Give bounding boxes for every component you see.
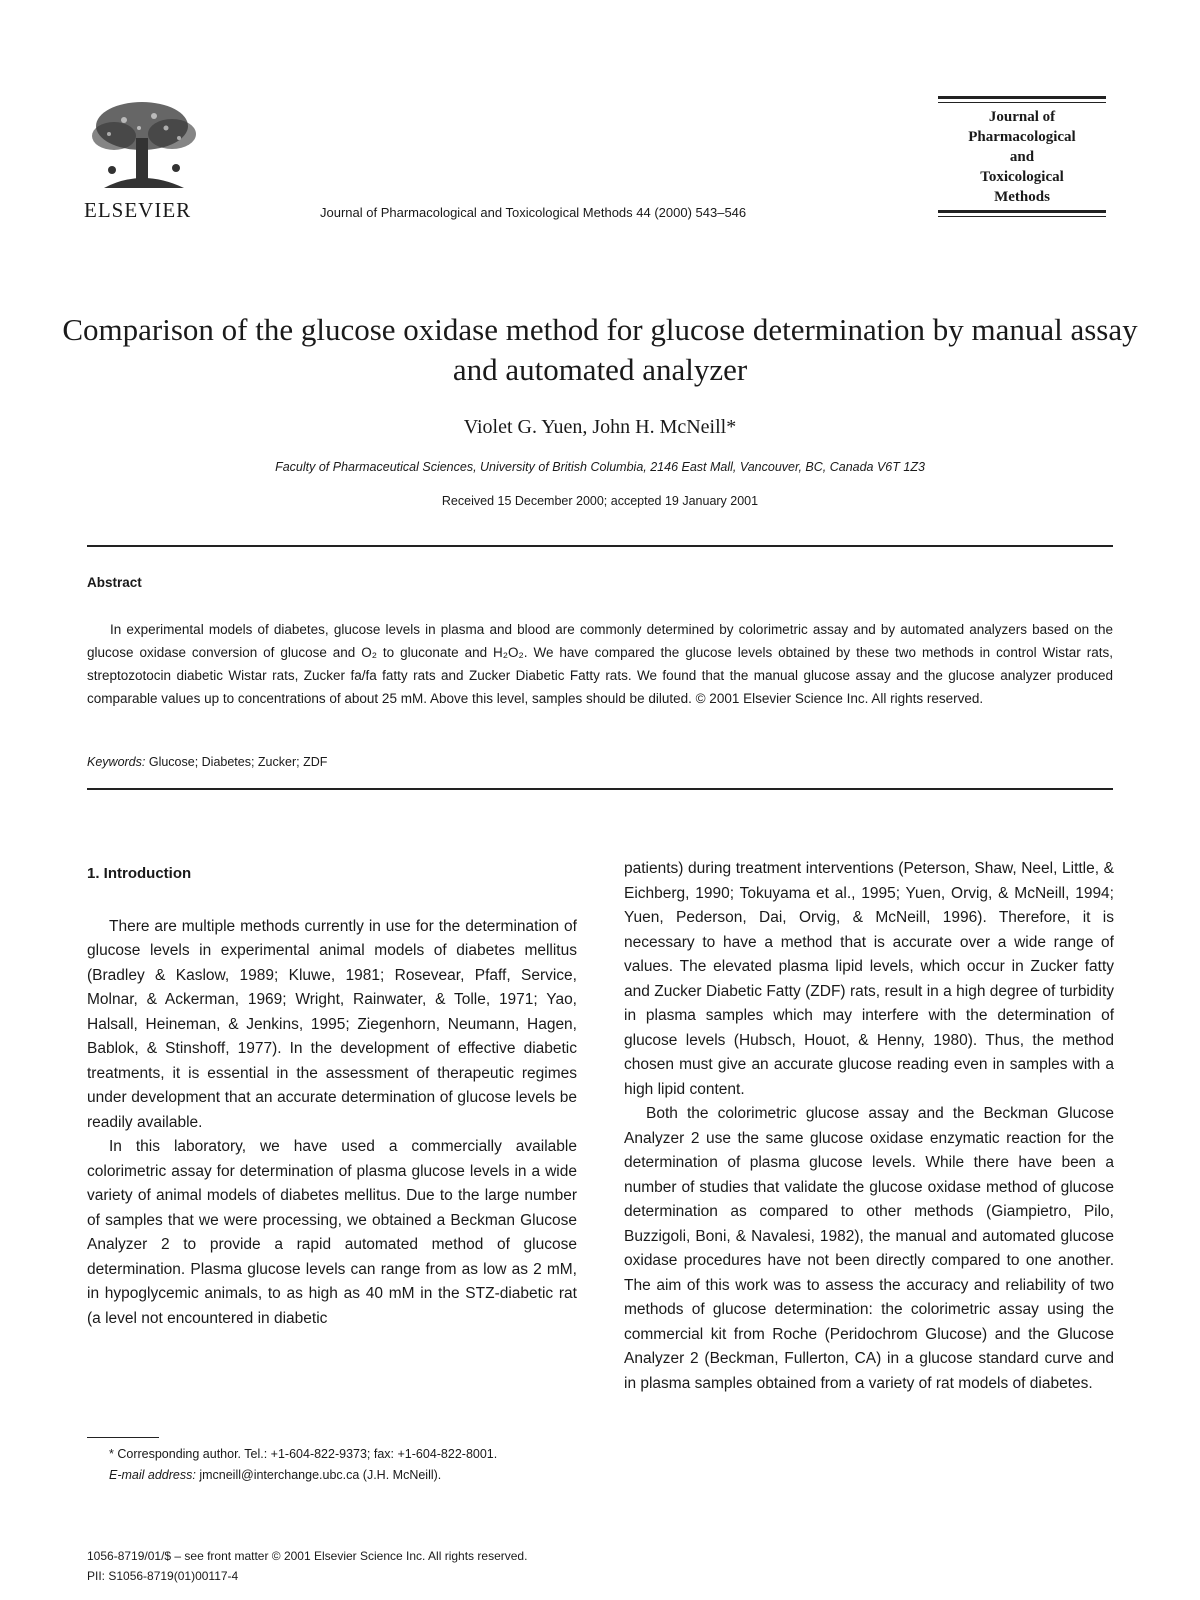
body-paragraph: There are multiple methods currently in use for the determination of glucose levels in experimental animal models of diabetes mellitus (Bradley & Kaslow, 1989; Kluwe, 1981; Rosevear, Pfaff, Service, Molnar, & Ackerman, 1969; Wright, Rainwater, & Tolle, 1971; Yao, Halsall, Heineman, & Jenkins, 1995; Ziegenhorn, Neumann, Hagen, Bablok, & Stinshoff, 1977). In the development of effective diabetic treatments, it is essential in the assessment of therapeutic regimes under development that an accurate determination of glucose levels be readily available. [87,917,577,1131]
body-column-left [87,862,577,1331]
double-rule-bottom [938,210,1106,217]
abstract-text: In experimental models of diabetes, glucose levels in plasma and blood are commonly determined by colorimetric assay and by automated analyzers based on the glucose oxidase conversion of glucose and O₂ to gluconate and H₂O₂. We have compared the glucose levels obtained by these two methods in control Wistar rats, streptozotocin diabetic Wistar rats, Zucker fa/fa fatty rats and Zucker Diabetic Fatty rats. We found that the manual glucose assay and the glucose analyzer produced comparable values up to concentrations of about 25 mM. Above this level, samples should be diluted. © 2001 Elsevier Science Inc. All rights reserved. [87,622,1113,706]
publisher-name: ELSEVIER [84,198,192,222]
email-address[interactable]: jmcneill@interchange.ubc.ca (J.H. McNeill). [199,1468,442,1482]
received-dates: Received 15 December 2000; accepted 19 January 2001 [441,494,759,508]
keywords-list: Glucose; Diabetes; Zucker; ZDF [148,755,328,769]
author-affiliation: Faculty of Pharmaceutical Sciences, University of British Columbia, 2146 East Mall, Vancouver, BC, Canada V6T 1Z3 [275,460,925,474]
elsevier-tree-logo [84,98,202,194]
body-paragraph: Both the colorimetric glucose assay and the Beckman Glucose Analyzer 2 use the same glucose oxidase enzymatic reaction for the determination of plasma glucose levels. While there have been a number of studies that validate the glucose oxidase method of glucose determination as compared to other methods (Giampietro, Pilo, Buzzigoli, Boni, & Navalesi, 1982), the manual and automated glucose oxidase procedures have not been directly compared to one another. The aim of this work was to assess the accuracy and reliability of two methods of glucose determination: the colorimetric assay using the commercial kit from Roche (Peridochrom Glucose) and the Glucose Analyzer 2 (Beckman, Fullerton, CA) in a glucose standard curve and in plasma samples obtained from a variety of rat models of diabetes. [624,1105,1114,1392]
body-column-right [624,857,1114,1396]
pii-line: PII: S1056-8719(01)00117-4 [87,1569,239,1583]
corresponding-author-note: * Corresponding author. Tel.: +1-604-822-9373; fax: +1-604-822-8001. [109,1447,498,1461]
keywords [87,755,327,769]
email-note [87,1465,577,1486]
abstract-bottom-rule [87,788,1113,790]
copyright-line: 1056-8719/01/$ – see front matter © 2001 Elsevier Science Inc. All rights reserved. [87,1549,528,1563]
section-heading: 1. Introduction [87,865,192,882]
footnote-rule [87,1437,159,1438]
journal-title: Journal of Pharmacological and Toxicological Methods [968,109,1076,205]
journal-title-box [938,96,1106,217]
keywords-label: Keywords: [87,755,146,769]
double-rule-top [938,96,1106,103]
body-paragraph: In this laboratory, we have used a commercially available colorimetric assay for determination of plasma glucose levels in a wide variety of animal models of diabetes mellitus. Due to the large number of samples that we were processing, we obtained a Beckman Glucose Analyzer 2 to provide a rapid automated method of glucose determination. Plasma glucose levels can range from as low as 2 mM, in hypoglycemic animals, to as high as 40 mM in the STZ-diabetic rat (a level not encountered in diabetic [87,1138,577,1327]
email-label: E-mail address: [109,1468,196,1482]
abstract-top-rule [87,545,1113,547]
body-paragraph: patients) during treatment interventions (Peterson, Shaw, Neel, Little, & Eichberg, 1990; Tokuyama et al., 1995; Yuen, Orvig, & McNeill, 1994; Yuen, Pederson, Dai, Orvig, & McNeill, 1996). Therefore, it is necessary to have a method that is accurate over a wide range of values. The elevated plasma lipid levels, which occur in Zucker fatty and Zucker Diabetic Fatty (ZDF) rats, result in a high degree of turbidity in plasma samples which may interfere with the determination of glucose levels (Hubsch, Houot, & Henny, 1980). Thus, the method chosen must give an accurate glucose reading even in samples with a high lipid content. [624,860,1114,1098]
page-footer [87,1546,527,1586]
article-authors: Violet G. Yuen, John H. McNeill* [463,416,737,438]
footnote [87,1444,577,1486]
abstract-heading: Abstract [87,575,142,590]
article-title: Comparison of the glucose oxidase method for glucose determination by manual assay and automated analyzer [62,312,1138,387]
journal-citation: Journal of Pharmacological and Toxicological Methods 44 (2000) 543–546 [320,205,747,220]
